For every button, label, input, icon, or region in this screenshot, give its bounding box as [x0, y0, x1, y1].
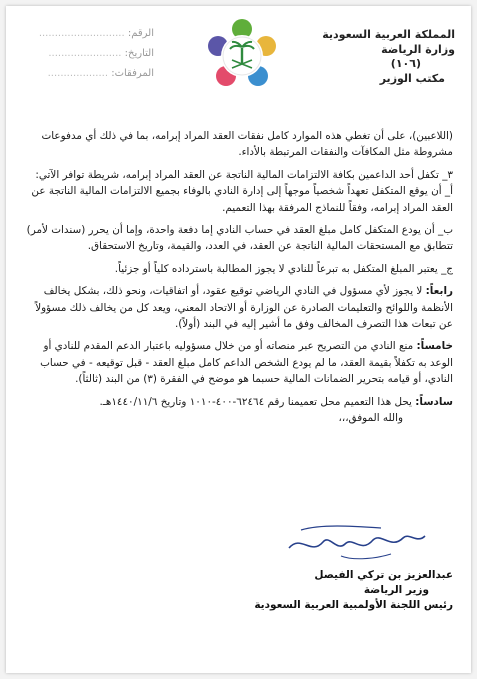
ministry-logo	[196, 14, 288, 100]
date-label: التاريخ: .......................	[48, 48, 154, 59]
ministry-name: وزارة الرياضة	[381, 42, 455, 56]
sixth-text: يحل هذا التعميم محل تعميمنا رقم ٦٢٤٦٤-٤٠٠-١٠١٠ وتاريخ ١٤٤٠/١١/٦هـ.	[99, 395, 416, 408]
olympic-committee-title: رئيس اللجنة الأولمبية العربية السعودية	[254, 599, 453, 611]
letter-body	[22, 128, 453, 427]
signature-block	[233, 568, 453, 613]
handwritten-signature	[281, 516, 431, 566]
letterhead-text	[315, 28, 455, 86]
kingdom-name: المملكة العربية السعودية	[322, 28, 455, 41]
clause-3b: ب_ أن يودع المتكفل كامل مبلغ العقد في حساب النادي إما دفعة واحدة، وإما أن يحرر (سندات لأمر) تتطابق مع المستحقات المالية الناتجة عن العقد، في العدد، والقيمة، وتاريخ الاستحقاق.	[26, 224, 453, 253]
paragraph-fifth	[22, 338, 453, 387]
fifth-label: خامساً:	[416, 340, 453, 353]
paragraph-clause-3: ٣_ تكفل أحد الداعمين بكافة الالتزامات المالية الناتجة عن العقد المراد إبرامه، شريطة توافر الآتي:	[35, 168, 453, 181]
minister-name: عبدالعزيز بن تركي الفيصل	[314, 569, 453, 581]
paragraph-sixth	[22, 394, 453, 410]
office-name: مكتب الوزير	[379, 71, 445, 85]
number-label: الرقم: ...........................	[38, 28, 154, 39]
ministry-logo-icon	[196, 14, 288, 100]
letter-page	[6, 6, 471, 673]
paragraph-players-resources: (اللاعبين)، على أن تغطي هذه الموارد كامل نفقات العقد المراد إبرامه، بما في ذلك أي مدفوعات مشروطة مثل المكافآت والنفقات المرتبطة بالأداء.	[41, 130, 453, 159]
paragraph-fourth	[22, 283, 453, 332]
reference-code: (١٠٦)	[390, 57, 421, 70]
clause-3a: أ_ أن يوقع المتكفل تعهداً شخصياً موجهاً إلى إدارة النادي بالوفاء بجميع الالتزامات المالية الناتجة عن العقد المراد إبرامه، وفقاً للنماذج المرفقة بهذا التعميم.	[31, 185, 453, 214]
attachments-label: المرفقات: ...................	[47, 68, 154, 79]
minister-title: وزير الرياضة	[363, 584, 429, 596]
fourth-label: رابعاً:	[425, 285, 453, 298]
fifth-text: منع النادي من التصريح عبر منصاته أو من خلال مسؤوليه باعتبار الدعم المقدم للنادي أو الوعد به تكفلاً بقيمة العقد، ما لم يودع الشخص الداعم كامل مبلغ العقد - قبل توقيعه - في حساب النادي، أو قيامه بتحرير الضمانات المالية حسبما هو موضح في الفقرة (٣) من البند (ثالثاً).	[40, 340, 453, 386]
fourth-text: لا يجوز لأي مسؤول في النادي الرياضي توقيع عقود، أو اتفاقيات، ونحو ذلك، بشكل يخالف الأنظمة واللوائح والتعليمات الصادرة عن الوزارة أو الاتحاد المعني، ويعد كل من يخالف ذلك مسؤولاً عن تبعات هذا التصرف المخالف وفق ما أشير إليه في البند (أولاً).	[35, 285, 453, 331]
letter-metadata	[24, 24, 154, 84]
clause-3c: ج_ يعتبر المبلغ المتكفل به تبرعاً للنادي لا يجوز المطالبة باسترداده كلياً أو جزئياً.	[114, 262, 453, 275]
closing-line: والله الموفق،،،	[338, 412, 403, 425]
sixth-label: سادساً:	[415, 395, 453, 408]
